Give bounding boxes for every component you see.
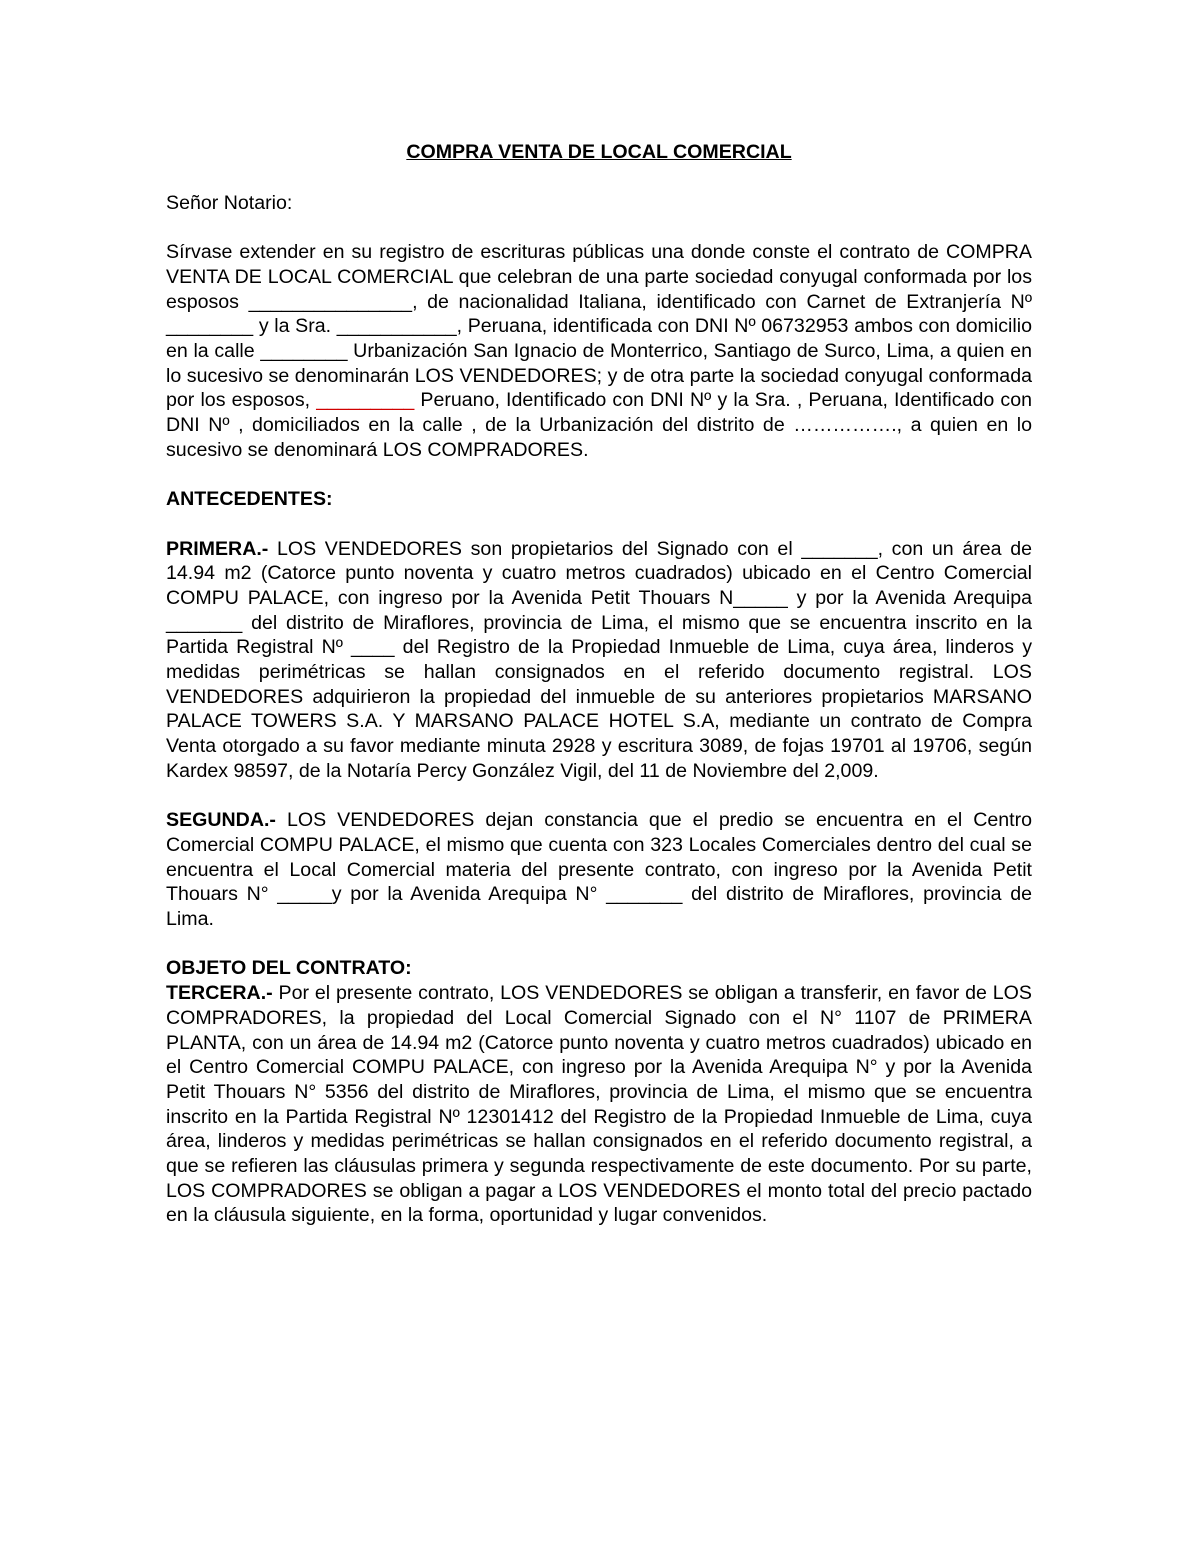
document-page: [166, 140, 1032, 1253]
clause-segunda-label: SEGUNDA.-: [166, 809, 276, 832]
clause-primera-label: PRIMERA.-: [166, 537, 269, 560]
intro-text-part1: Sírvase extender en su registro de escrituras públicas una donde conste el contrato de COMPRA VENTA DE LOCAL COMERCIAL que celebran de una parte sociedad conyugal conformada por los esposos _______________, de nacionalidad Italiana, identificado con Carnet de Extranjería Nº ________ y la Sra. ___________, Peruana, identificada con DNI Nº 06732953 ambos con domicilio en la calle ________ Urbanización San Ignacio de Monterrico, Santiago de Surco, Lima, a quien en lo sucesivo se denominarán LOS VENDEDORES; y de otra parte la sociedad conyugal conformada por los esposos,: [166, 241, 1032, 412]
clause-tercera-text: Por el presente contrato, LOS VENDEDORES se obligan a transferir, en favor de LOS COMPRADORES, la propiedad del Local Comercial Signado con el N° 1107 de PRIMERA PLANTA, con un área de 14.94 m2 (Catorce punto noventa y cuatro metros cuadrados) ubicado en el Centro Comercial COMPU PALACE, con ingreso por la Avenida Arequipa N° y por la Avenida Petit Thouars N° 5356 del distrito de Miraflores, provincia de Lima, el mismo que se encuentra inscrito en la Partida Registral Nº 12301412 del Registro de la Propiedad Inmueble de Lima, cuya área, linderos y medidas perimétricas se hallan consignados en el referido documento registral, a que se refieren las cláusulas primera y segunda respectivamente de este documento. Por su parte, LOS COMPRADORES se obligan a pagar a LOS VENDEDORES el monto total del precio pactado en la cláusula siguiente, en la forma, oportunidad y lugar convenidos.: [166, 982, 1032, 1227]
antecedentes-heading: ANTECEDENTES:: [166, 488, 333, 511]
intro-text-part2: Peruano, Identificado con DNI Nº y la Sra. , Peruana, Identificado con DNI Nº , domiciliados en la calle , de la Urbanización del distrito de ……………., a quien en lo sucesivo se denominará LOS COMPRADORES.: [166, 389, 1032, 461]
clause-primera-text: LOS VENDEDORES son propietarios del Signado con el _______, con un área de 14.94 m2 (Catorce punto noventa y cuatro metros cuadrados) ubicado en el Centro Comercial COMPU PALACE, con ingreso por la Avenida Petit Thouars N_____ y por la Avenida Arequipa _______ del distrito de Miraflores, provincia de Lima, el mismo que se encuentra inscrito en la Partida Registral Nº ____ del Registro de la Propiedad Inmueble de Lima, cuya área, linderos y medidas perimétricas se hallan consignados en el referido documento registral. LOS VENDEDORES adquirieron la propiedad del inmueble de su anteriores propietarios MARSANO PALACE TOWERS S.A. Y MARSANO PALACE HOTEL S.A, mediante un contrato de Compra Venta otorgado a su favor mediante minuta 2928 y escritura 3089, de fojas 19701 al 19706, según Kardex 98597, de la Notaría Percy González Vigil, del 11 de Noviembre del 2,009.: [166, 537, 1032, 782]
clause-segunda: [166, 808, 1032, 932]
objeto-heading: OBJETO DEL CONTRATO:: [166, 957, 412, 980]
intro-red-blank: _________: [316, 389, 415, 412]
intro-paragraph: [166, 240, 1032, 462]
clause-tercera-label: TERCERA.-: [166, 982, 273, 1005]
clause-tercera: [166, 981, 1032, 1228]
clause-primera: [166, 537, 1032, 784]
salutation: Señor Notario:: [166, 191, 293, 214]
clause-segunda-text: LOS VENDEDORES dejan constancia que el predio se encuentra en el Centro Comercial COMPU PALACE, el mismo que cuenta con 323 Locales Comerciales dentro del cual se encuentra el Local Comercial materia del presente contrato, con ingreso por la Avenida Petit Thouars N° _____y por la Avenida Arequipa N° _______ del distrito de Miraflores, provincia de Lima.: [166, 809, 1032, 931]
document-title: COMPRA VENTA DE LOCAL COMERCIAL: [406, 141, 792, 163]
